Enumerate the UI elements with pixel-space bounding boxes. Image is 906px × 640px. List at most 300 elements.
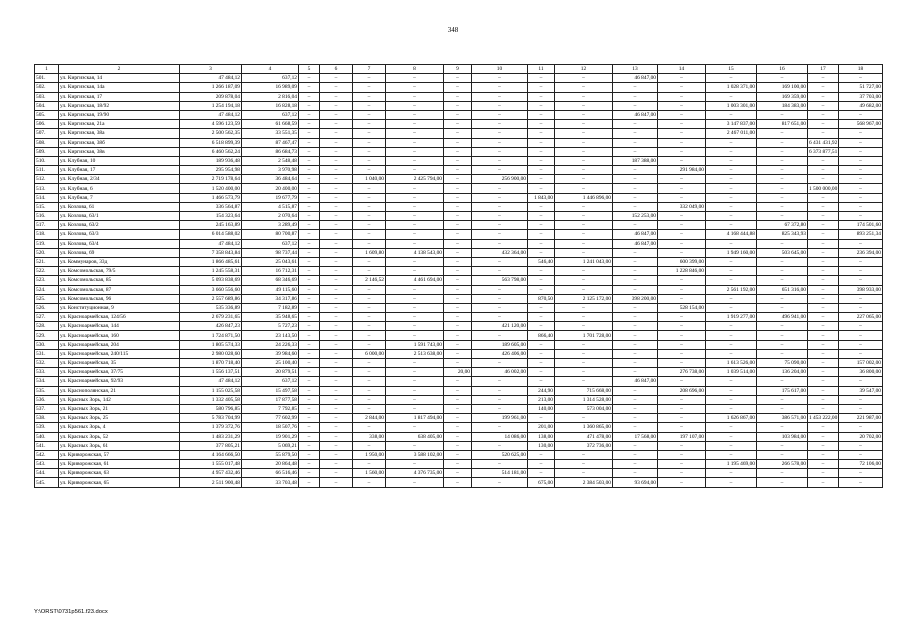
address-cell: ул. Краснополянская, 21 <box>59 386 180 395</box>
value-cell: – <box>299 184 320 193</box>
value-cell: – <box>613 248 658 257</box>
value-cell: – <box>555 248 613 257</box>
value-cell: – <box>320 404 353 413</box>
value-cell: – <box>444 285 472 294</box>
value-cell: 47 484,12 <box>180 110 242 119</box>
value-cell: – <box>299 450 320 459</box>
value-cell: 16 712,31 <box>242 267 299 276</box>
table-row <box>35 239 883 248</box>
value-cell: 1 626 867,00 <box>706 414 757 423</box>
address-cell: ул. Киргизская, 18/92 <box>59 101 180 110</box>
value-cell: – <box>444 450 472 459</box>
value-cell: – <box>353 166 386 175</box>
value-cell: – <box>808 294 839 303</box>
value-cell: – <box>706 432 757 441</box>
value-cell: – <box>555 120 613 129</box>
table-row <box>35 101 883 110</box>
value-cell: 35 948,65 <box>242 313 299 322</box>
value-cell: – <box>613 129 658 138</box>
value-cell: – <box>320 331 353 340</box>
table-row <box>35 257 883 266</box>
value-cell: – <box>353 257 386 266</box>
value-cell: – <box>472 331 528 340</box>
value-cell: – <box>757 110 808 119</box>
value-cell: – <box>658 101 706 110</box>
value-cell: – <box>658 469 706 478</box>
address-cell: ул. Криворожская, 63 <box>59 469 180 478</box>
row-number-cell: 501. <box>35 74 59 83</box>
value-cell: 4 376 735,00 <box>386 469 444 478</box>
value-cell: – <box>706 478 757 487</box>
value-cell: – <box>757 294 808 303</box>
address-cell: ул. Козлова, 61 <box>59 202 180 211</box>
column-header: 17 <box>808 65 839 74</box>
value-cell: – <box>808 83 839 92</box>
value-cell: – <box>444 340 472 349</box>
table-row <box>35 193 883 202</box>
value-cell: 276 738,00 <box>658 368 706 377</box>
value-cell: – <box>320 221 353 230</box>
value-cell: 18 507,76 <box>242 423 299 432</box>
value-cell: 201,00 <box>528 423 555 432</box>
value-cell: 51 727,00 <box>839 83 883 92</box>
row-number-cell: 503. <box>35 92 59 101</box>
address-cell: ул. Клубная, 10 <box>59 156 180 165</box>
value-cell: – <box>472 441 528 450</box>
value-cell: 14 086,00 <box>472 432 528 441</box>
value-cell: – <box>706 469 757 478</box>
value-cell: 1 332 405,58 <box>180 395 242 404</box>
value-cell: 426 406,00 <box>472 349 528 358</box>
table-row <box>35 129 883 138</box>
value-cell: – <box>555 129 613 138</box>
value-cell: – <box>299 120 320 129</box>
value-cell: – <box>320 432 353 441</box>
value-cell: – <box>808 423 839 432</box>
value-cell: – <box>353 138 386 147</box>
value-cell: – <box>299 248 320 257</box>
address-cell: ул. Клубная, 6 <box>59 184 180 193</box>
row-number-cell: 506. <box>35 120 59 129</box>
value-cell: 528 154,00 <box>658 303 706 312</box>
value-cell: – <box>555 460 613 469</box>
value-cell: – <box>472 110 528 119</box>
column-header: 5 <box>299 65 320 74</box>
column-header: 1 <box>35 65 59 74</box>
value-cell: – <box>706 267 757 276</box>
value-cell: – <box>555 285 613 294</box>
value-cell: – <box>528 359 555 368</box>
value-cell: – <box>444 202 472 211</box>
value-cell: 187 388,00 <box>613 156 658 165</box>
value-cell: 19 677,79 <box>242 193 299 202</box>
address-cell: ул. Красноармейская, 124/56 <box>59 313 180 322</box>
value-cell: – <box>353 184 386 193</box>
value-cell: – <box>528 74 555 83</box>
value-cell: – <box>444 257 472 266</box>
value-cell: – <box>658 147 706 156</box>
column-header: 18 <box>839 65 883 74</box>
value-cell: – <box>613 349 658 358</box>
value-cell: 1 039 514,00 <box>706 368 757 377</box>
value-cell: – <box>613 450 658 459</box>
value-cell: – <box>658 184 706 193</box>
value-cell: – <box>299 478 320 487</box>
value-cell: – <box>386 230 444 239</box>
address-cell: ул. Козлова, 63/2 <box>59 221 180 230</box>
value-cell: – <box>808 313 839 322</box>
value-cell: – <box>472 377 528 386</box>
value-cell: – <box>706 193 757 202</box>
table-row <box>35 294 883 303</box>
address-cell: ул. Комсомольская, 79/5 <box>59 267 180 276</box>
value-cell: – <box>839 138 883 147</box>
value-cell: – <box>386 193 444 202</box>
value-cell: – <box>320 349 353 358</box>
value-cell: – <box>444 276 472 285</box>
value-cell: – <box>353 156 386 165</box>
value-cell: – <box>706 156 757 165</box>
value-cell: 3 588 102,00 <box>386 450 444 459</box>
value-cell: – <box>444 414 472 423</box>
value-cell: – <box>472 478 528 487</box>
value-cell: 46 847,00 <box>613 230 658 239</box>
value-cell: – <box>299 193 320 202</box>
value-cell: – <box>658 331 706 340</box>
value-cell: – <box>528 368 555 377</box>
value-cell: 189 936,48 <box>180 156 242 165</box>
value-cell: – <box>808 175 839 184</box>
value-cell: – <box>472 386 528 395</box>
value-cell: – <box>658 404 706 413</box>
value-cell: – <box>658 359 706 368</box>
row-number-cell: 543. <box>35 460 59 469</box>
value-cell: 503 645,00 <box>757 248 808 257</box>
value-cell: 2 500 562,35 <box>180 129 242 138</box>
value-cell: – <box>757 202 808 211</box>
value-cell: – <box>613 441 658 450</box>
value-cell: – <box>706 395 757 404</box>
value-cell: 61 668,59 <box>242 120 299 129</box>
row-number-cell: 517. <box>35 221 59 230</box>
table-row <box>35 478 883 487</box>
value-cell: – <box>320 147 353 156</box>
value-cell: – <box>353 359 386 368</box>
row-number-cell: 540. <box>35 432 59 441</box>
value-cell: – <box>320 414 353 423</box>
row-number-cell: 533. <box>35 368 59 377</box>
value-cell: – <box>444 129 472 138</box>
value-cell: – <box>839 340 883 349</box>
address-cell: ул. Козлова, 63/3 <box>59 230 180 239</box>
row-number-cell: 508. <box>35 138 59 147</box>
value-cell: – <box>353 147 386 156</box>
value-cell: – <box>757 74 808 83</box>
address-cell: ул. Коммунаров, 33д <box>59 257 180 266</box>
value-cell: – <box>706 221 757 230</box>
value-cell: 1 520 400,00 <box>180 184 242 193</box>
value-cell: – <box>555 138 613 147</box>
value-cell: – <box>386 285 444 294</box>
value-cell: 6 518 899,39 <box>180 138 242 147</box>
value-cell: – <box>757 423 808 432</box>
value-cell: – <box>555 276 613 285</box>
value-cell: – <box>299 303 320 312</box>
table-row <box>35 147 883 156</box>
value-cell: 2 679 231,65 <box>180 313 242 322</box>
row-number-cell: 527. <box>35 313 59 322</box>
row-number-cell: 526. <box>35 303 59 312</box>
table-row <box>35 386 883 395</box>
value-cell: – <box>658 120 706 129</box>
value-cell: – <box>320 83 353 92</box>
value-cell: – <box>613 138 658 147</box>
value-cell: – <box>320 377 353 386</box>
value-cell: – <box>299 83 320 92</box>
value-cell: – <box>658 138 706 147</box>
value-cell: 1 870 718,40 <box>180 359 242 368</box>
value-cell: – <box>386 322 444 331</box>
value-cell: – <box>613 331 658 340</box>
value-cell: – <box>320 395 353 404</box>
value-cell: – <box>353 478 386 487</box>
address-cell: ул. Комсомольская, 87 <box>59 285 180 294</box>
value-cell: 4 164 666,50 <box>180 450 242 459</box>
value-cell: – <box>757 129 808 138</box>
value-cell: – <box>839 147 883 156</box>
value-cell: 825 343,93 <box>757 230 808 239</box>
value-cell: 4 957 432,46 <box>180 469 242 478</box>
value-cell: 86 684,73 <box>242 147 299 156</box>
address-cell: ул. Комсомольская, 96 <box>59 294 180 303</box>
value-cell: – <box>444 184 472 193</box>
value-cell: – <box>808 156 839 165</box>
value-cell: – <box>444 441 472 450</box>
value-cell: 208 696,00 <box>658 386 706 395</box>
value-cell: – <box>320 340 353 349</box>
value-cell: – <box>444 469 472 478</box>
value-cell: 535 336,89 <box>180 303 242 312</box>
value-cell: – <box>839 377 883 386</box>
value-cell: – <box>472 193 528 202</box>
address-cell: ул. Киргизская, 21а <box>59 120 180 129</box>
value-cell: – <box>299 377 320 386</box>
address-cell: ул. Красноармейская, 37/75 <box>59 368 180 377</box>
value-cell: 1 817 494,00 <box>386 414 444 423</box>
value-cell: – <box>706 110 757 119</box>
value-cell: – <box>299 212 320 221</box>
value-cell: 295 954,98 <box>180 166 242 175</box>
value-cell: – <box>353 239 386 248</box>
value-cell: 199 961,00 <box>472 414 528 423</box>
value-cell: – <box>706 239 757 248</box>
value-cell: – <box>839 276 883 285</box>
value-cell: 24 226,33 <box>242 340 299 349</box>
value-cell: – <box>658 92 706 101</box>
value-cell: 4 461 694,00 <box>386 276 444 285</box>
value-cell: 568 967,00 <box>839 120 883 129</box>
value-cell: – <box>757 450 808 459</box>
value-cell: – <box>528 469 555 478</box>
value-cell: 471 478,00 <box>555 432 613 441</box>
value-cell: 2 548,48 <box>242 156 299 165</box>
value-cell: – <box>658 110 706 119</box>
value-cell: 174 501,60 <box>839 221 883 230</box>
value-cell: – <box>658 478 706 487</box>
value-cell: 893 251,34 <box>839 230 883 239</box>
value-cell: – <box>444 193 472 202</box>
value-cell: – <box>706 303 757 312</box>
row-number-cell: 514. <box>35 193 59 202</box>
row-number-cell: 541. <box>35 441 59 450</box>
value-cell: – <box>386 368 444 377</box>
value-cell: 2 511 900,48 <box>180 478 242 487</box>
value-cell: 1 950,00 <box>353 450 386 459</box>
address-cell: ул. Криворожская, 57 <box>59 450 180 459</box>
value-cell: 4 596 123,59 <box>180 120 242 129</box>
value-cell: 432 364,00 <box>472 248 528 257</box>
value-cell: – <box>472 156 528 165</box>
value-cell: – <box>320 441 353 450</box>
value-cell: – <box>555 110 613 119</box>
value-cell: – <box>320 313 353 322</box>
value-cell: – <box>613 193 658 202</box>
value-cell: – <box>613 460 658 469</box>
value-cell: 1 228 846,00 <box>658 267 706 276</box>
value-cell: – <box>444 101 472 110</box>
value-cell: – <box>808 239 839 248</box>
value-cell: – <box>658 441 706 450</box>
value-cell: – <box>613 92 658 101</box>
address-cell: ул. Криворожская, 61 <box>59 460 180 469</box>
value-cell: 5 727,23 <box>242 322 299 331</box>
value-cell: – <box>528 156 555 165</box>
value-cell: 7 358 843,84 <box>180 248 242 257</box>
value-cell: 377 805,21 <box>180 441 242 450</box>
value-cell: 46 847,00 <box>613 110 658 119</box>
value-cell: 637,12 <box>242 110 299 119</box>
value-cell: – <box>472 147 528 156</box>
value-cell: – <box>299 368 320 377</box>
value-cell: – <box>320 212 353 221</box>
value-cell: 47 484,12 <box>180 377 242 386</box>
value-cell: – <box>353 395 386 404</box>
value-cell: – <box>320 267 353 276</box>
value-cell: – <box>299 267 320 276</box>
row-number-cell: 529. <box>35 331 59 340</box>
table-row <box>35 359 883 368</box>
value-cell: – <box>320 230 353 239</box>
value-cell: – <box>706 74 757 83</box>
value-cell: 5 093 838,69 <box>180 276 242 285</box>
value-cell: – <box>839 212 883 221</box>
value-cell: – <box>472 294 528 303</box>
value-cell: 236 394,00 <box>839 248 883 257</box>
value-cell: – <box>444 359 472 368</box>
value-cell: – <box>555 202 613 211</box>
value-cell: – <box>528 267 555 276</box>
value-cell: 2 513 638,00 <box>386 349 444 358</box>
value-cell: – <box>472 257 528 266</box>
address-cell: ул. Красных Зорь, 61 <box>59 441 180 450</box>
value-cell: – <box>808 331 839 340</box>
value-cell: – <box>555 313 613 322</box>
address-cell: ул. Клубная, 7 <box>59 193 180 202</box>
value-cell: – <box>472 92 528 101</box>
value-cell: – <box>706 441 757 450</box>
table-row <box>35 377 883 386</box>
value-cell: – <box>444 303 472 312</box>
value-cell: – <box>353 101 386 110</box>
value-cell: – <box>472 166 528 175</box>
value-cell: 2 467 011,00 <box>706 129 757 138</box>
value-cell: – <box>444 92 472 101</box>
value-cell: – <box>386 110 444 119</box>
value-cell: 16 989,09 <box>242 83 299 92</box>
value-cell: – <box>613 469 658 478</box>
value-cell: 46 847,00 <box>613 74 658 83</box>
value-cell: – <box>386 423 444 432</box>
value-cell: – <box>706 423 757 432</box>
value-cell: – <box>299 423 320 432</box>
value-cell: – <box>757 349 808 358</box>
value-cell: 1 245 558,31 <box>180 267 242 276</box>
value-cell: 426 847,23 <box>180 322 242 331</box>
value-cell: 372 736,00 <box>555 441 613 450</box>
value-cell: – <box>613 414 658 423</box>
value-cell: – <box>613 120 658 129</box>
value-cell: 140,00 <box>528 404 555 413</box>
value-cell: – <box>528 248 555 257</box>
value-cell: – <box>808 340 839 349</box>
table-row <box>35 248 883 257</box>
value-cell: 1 241 043,00 <box>555 257 613 266</box>
value-cell: 2 146,52 <box>353 276 386 285</box>
column-header: 2 <box>59 65 180 74</box>
value-cell: – <box>528 450 555 459</box>
value-cell: – <box>353 368 386 377</box>
table-row <box>35 212 883 221</box>
value-cell: – <box>528 313 555 322</box>
value-cell: – <box>658 83 706 92</box>
value-cell: 1 453 222,00 <box>809 415 838 422</box>
value-cell: – <box>353 460 386 469</box>
value-cell: – <box>839 303 883 312</box>
value-cell: – <box>299 414 320 423</box>
value-cell: – <box>808 450 839 459</box>
value-cell: – <box>658 349 706 358</box>
value-cell: – <box>472 303 528 312</box>
value-cell: – <box>658 129 706 138</box>
value-cell: 1 805 574,33 <box>180 340 242 349</box>
row-number-cell: 510. <box>35 156 59 165</box>
address-cell: ул. Красных Зорь, 4 <box>59 423 180 432</box>
address-cell: ул. Клубная, 2/34 <box>59 175 180 184</box>
value-cell: – <box>808 276 839 285</box>
value-cell: 34 317,86 <box>242 294 299 303</box>
value-cell: – <box>320 184 353 193</box>
row-number-cell: 518. <box>35 230 59 239</box>
value-cell: 1 446 896,00 <box>555 193 613 202</box>
table-row <box>35 349 883 358</box>
value-cell: – <box>444 248 472 257</box>
value-cell: 1 360 865,00 <box>555 423 613 432</box>
value-cell: – <box>839 202 883 211</box>
table-row <box>35 469 883 478</box>
value-cell: – <box>555 92 613 101</box>
value-cell: 715 668,00 <box>555 386 613 395</box>
value-cell: – <box>386 239 444 248</box>
